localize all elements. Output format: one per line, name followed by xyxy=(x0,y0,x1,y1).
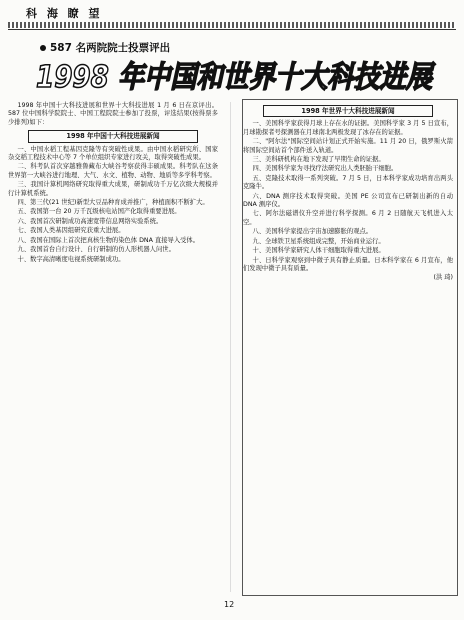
news-item: 二、"阿尔法"国际空间站计划正式开始实施。11 月 20 日，俄罗斯火箭将国际空间站首个部件送入轨道。 xyxy=(243,138,453,154)
world-news-heading: 1998 年世界十大科技进展新闻 xyxy=(263,105,433,117)
article-subheading: 587 名两院院士投票评出 xyxy=(40,40,170,55)
news-item: 一、美国科学家获得月球上存在水的证据。美国科学家 3 月 5 日宣布，月球勘探者号探测器在月球南北两极发现了冰存在的证据。 xyxy=(243,120,453,136)
column-divider xyxy=(230,102,231,592)
news-item: 二、科考队首次穿越雅鲁藏布大峡谷考察获得丰硕成果。科考队在这条世界第一大峡谷进行地理、大气、水文、植物、动物、地质等多学科考察。 xyxy=(8,163,218,179)
page-header xyxy=(8,4,456,30)
china-news-heading: 1998 年中国十大科技进展新闻 xyxy=(28,130,198,142)
news-item: 十、数字高清晰度电视系统研制成功。 xyxy=(17,255,125,263)
left-column xyxy=(8,102,218,265)
news-item: 七、我国人类基因组研究获重大进展。 xyxy=(17,227,125,235)
title-text: 1998 年中国和世界十大科技进展 xyxy=(36,60,437,95)
world-news-list xyxy=(243,120,453,255)
header-rule xyxy=(8,29,456,30)
news-item: 九、全球铁卫星系统组成完整，开始商业运行。 xyxy=(252,237,385,245)
header-pattern-strip xyxy=(8,22,456,28)
attribution: (洪 琦) xyxy=(433,274,453,282)
news-item: 八、我国在国际上首次把真核生物的染色体 DNA 直接导入受体。 xyxy=(17,236,200,244)
news-item: 一、中国水稻工程基因克隆等有突破性成果。由中国水稻研究所、国家杂交稻工程技术中心等 7 个单位组织专家进行攻关，取得突破性成果。 xyxy=(8,145,218,162)
news-item: 三、我国计算机网络研究取得重大成果，研制成功千万亿次级大规模并行计算机系统。 xyxy=(8,181,218,197)
section-title: 科 海 瞭 望 xyxy=(26,7,103,20)
article-title xyxy=(36,56,436,96)
page-number: 12 xyxy=(224,600,235,609)
news-item: 四、第三代(21 世纪)新型大豆品种育成并推广，种植面积不断扩大。 xyxy=(17,199,209,207)
news-item: 五、我国第一台 20 万千瓦级核电站国产化取得重要进展。 xyxy=(17,208,181,216)
title-graphic xyxy=(36,56,436,96)
bullet-icon xyxy=(40,45,46,51)
closing-paragraph: 十、日科学家观察到中微子具有静止质量。日本科学家在 6 月宣布，他们发现中微子具有质量。 xyxy=(243,256,453,272)
intro-paragraph: 1998 年中国十大科技进展和世界十大科技进展 1 月 6 日在京评出。587 位中国科学院院士、中国工程院院士参加了投票，评选结果(按得票多少排列)如下： xyxy=(8,102,218,126)
china-news-list xyxy=(8,146,218,264)
news-item: 九、我国首台自行设计、自行研制的仿人形机器人问世。 xyxy=(17,246,175,254)
right-column xyxy=(243,102,453,284)
news-item: 七、阿尔法磁谱仪升空并进行科学探测。6 月 2 日随航天飞机进入太空。 xyxy=(243,210,453,226)
news-item: 十、美国科学家研究人体干细胞取得重大进展。 xyxy=(252,247,385,255)
news-item: 四、美国科学家为寻找疗法研究出人类胚胎干细胞。 xyxy=(252,165,398,173)
news-item: 三、美科研机构在地下发现了早期生命的证据。 xyxy=(252,156,385,164)
news-item: 八、美国科学家提出宇宙加速膨胀的观点。 xyxy=(252,228,373,236)
news-item: 六、DNA 测序技术取得突破。美国 PE 公司宣布已研制出新的自动 DNA 测序仪。 xyxy=(243,192,453,209)
news-item: 五、克隆技术取得一系列突破。7 月 5 日，日本科学家成功培育出两头克隆牛。 xyxy=(243,174,453,191)
news-item: 六、我国首次研制成功高速宽带信息网络实验系统。 xyxy=(17,217,163,225)
